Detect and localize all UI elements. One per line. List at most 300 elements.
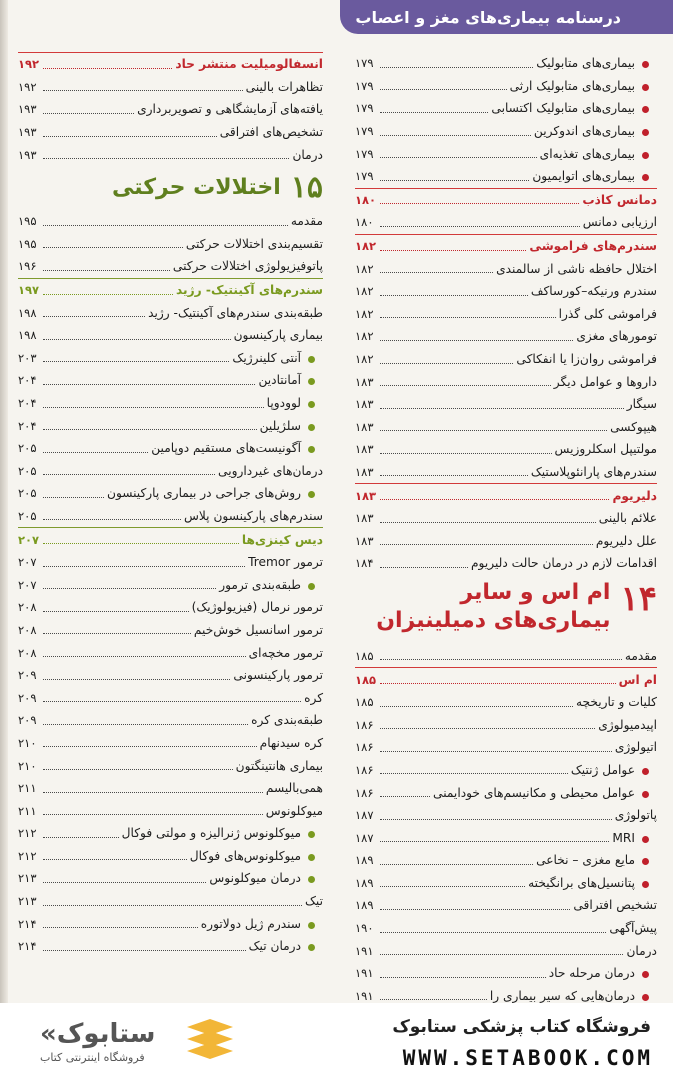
- toc-page-number: ۲۰۴: [18, 418, 37, 433]
- toc-entry: [355, 142, 657, 165]
- toc-entry: [18, 777, 323, 800]
- dot-leader: [43, 497, 104, 498]
- toc-entry-title: ارزیابی دمانس: [582, 215, 657, 230]
- toc-entry-title: اتیولوژی: [614, 740, 657, 755]
- toc-page-number: ۱۸۳: [355, 533, 374, 548]
- toc-page-number: ۱۸۵: [355, 672, 377, 687]
- toc-page-number: ۲۰۴: [18, 373, 37, 388]
- toc-entry: [18, 641, 323, 664]
- dot-leader: [43, 68, 172, 69]
- toc-entry-title: بیماری‌های متابولیک ارثی: [510, 79, 657, 93]
- dot-leader: [380, 954, 623, 955]
- toc-page-number: ۱۹۱: [355, 988, 374, 1003]
- toc-entry: [355, 370, 657, 393]
- toc-entry-title: علل دلیریوم: [595, 533, 657, 548]
- toc-section-heading: [355, 188, 657, 212]
- logo-subtitle: فروشگاه اینترنتی کتاب: [40, 1051, 145, 1064]
- toc-page-number: ۱۷۹: [355, 146, 374, 161]
- toc-entry: [355, 257, 657, 280]
- store-name: فروشگاه کتاب پزشکی ستابوک: [392, 1017, 651, 1037]
- toc-entry-title: سیگار: [626, 397, 657, 412]
- dot-leader: [380, 203, 579, 204]
- toc-entry: [18, 460, 323, 483]
- dot-leader: [380, 112, 488, 113]
- toc-entry-title: طبقه‌بندی کره: [251, 713, 323, 728]
- toc-entry-title: مقدمه: [624, 648, 657, 663]
- toc-entry: [18, 121, 323, 144]
- toc-right-list-b: [355, 645, 657, 1003]
- toc-page-number: ۱۷۹: [355, 56, 374, 71]
- toc-entry: [18, 732, 323, 755]
- dot-leader: [380, 317, 556, 318]
- toc-entry-title: درمان مرحله حاد: [549, 966, 657, 980]
- toc-entry: [355, 645, 657, 668]
- toc-entry: [18, 551, 323, 574]
- toc-entry-title: بیماری‌های متابولیک اکتسابی: [491, 101, 657, 115]
- toc-entry-title: هیپوکسی: [610, 419, 657, 434]
- toc-page-number: ۲۱۴: [18, 916, 37, 931]
- toc-entry: [355, 872, 657, 895]
- toc-entry: [18, 437, 323, 460]
- dot-leader: [380, 499, 609, 500]
- toc-page-number: ۲۰۹: [18, 713, 37, 728]
- toc-entry-title: ترمور نرمال (فیزیولوژیک): [191, 600, 323, 615]
- toc-page-number: ۲۱۲: [18, 848, 37, 863]
- toc-page-number: ۲۱۱: [18, 803, 37, 818]
- toc-entry-title: تومورهای مغزی: [576, 329, 657, 344]
- dot-leader: [380, 659, 622, 660]
- dot-leader: [43, 339, 231, 340]
- toc-right-column: [355, 52, 657, 1003]
- dot-leader: [380, 909, 570, 910]
- toc-page-number: ۱۹۲: [18, 57, 40, 72]
- toc-entry: [355, 939, 657, 962]
- toc-entry-title: اپیدمیولوژی: [598, 717, 657, 732]
- toc-entry-title: دلیریوم: [612, 488, 657, 503]
- dot-leader: [43, 543, 239, 544]
- toc-entry-title: لوودوپا: [267, 396, 323, 410]
- toc-page-number: ۱۹۱: [355, 943, 374, 958]
- toc-page-number: ۲۰۷: [18, 555, 37, 570]
- toc-entry-title: بیماری پارکینسون: [233, 328, 323, 343]
- logo-text: «ستابوک: [40, 1019, 156, 1049]
- toc-page-number: ۲۰۳: [18, 350, 37, 365]
- dot-leader: [43, 361, 229, 362]
- toc-entry-title: کره سیدنهام: [259, 735, 323, 750]
- toc-entry-title: ترمور اسانسیل خوش‌خیم: [193, 622, 323, 637]
- toc-entry-title: همی‌بالیسم: [265, 781, 323, 796]
- dot-leader: [380, 706, 573, 707]
- chapter-15-heading: [18, 166, 323, 210]
- toc-entry-title: سندرم‌های آکینتیک- رژید: [176, 283, 323, 298]
- toc-entry-title: فراموشی کلی گذرا: [558, 306, 657, 321]
- toc-page-number: ۱۸۹: [355, 853, 374, 868]
- book-spine: [0, 0, 8, 1003]
- toc-entry: [18, 505, 323, 528]
- toc-entry-title: دمانس کاذب: [582, 192, 657, 207]
- dot-leader: [43, 225, 288, 226]
- toc-section-heading: [355, 234, 657, 258]
- dot-leader: [380, 567, 468, 568]
- toc-entry: [18, 845, 323, 868]
- toc-entry-title: سندرم ژیل دولاتوره: [201, 917, 323, 931]
- toc-entry: [18, 98, 323, 121]
- toc-entry-title: تقسیم‌بندی اختلالات حرکتی: [185, 236, 323, 251]
- toc-entry-title: سندرم‌های پارکینسون پلاس: [184, 508, 323, 523]
- toc-page-number: ۱۹۵: [18, 214, 37, 229]
- toc-entry: [355, 393, 657, 416]
- toc-entry: [18, 912, 323, 935]
- toc-page-number: ۲۱۳: [18, 871, 37, 886]
- toc-entry-title: پاتوفیزیولوژی اختلالات حرکتی: [172, 259, 323, 274]
- dot-leader: [380, 408, 624, 409]
- toc-page-number: ۱۸۲: [355, 329, 374, 344]
- chapter-number: ۱۵: [290, 170, 323, 206]
- dot-leader: [43, 746, 257, 747]
- toc-entry: [355, 52, 657, 75]
- dot-leader: [43, 566, 245, 567]
- toc-section-heading: [18, 278, 323, 302]
- toc-page-number: ۲۰۹: [18, 690, 37, 705]
- toc-page-number: ۲۰۷: [18, 577, 37, 592]
- toc-entry: [18, 210, 323, 233]
- toc-entry-title: درمان میوکلونوس: [209, 871, 323, 885]
- chapter-title: اختلالات حرکتی: [111, 175, 281, 201]
- toc-entry: [18, 709, 323, 732]
- toc-entry: [355, 461, 657, 484]
- toc-page-number: ۱۹۶: [18, 259, 37, 274]
- toc-page-number: ۱۸۶: [355, 740, 374, 755]
- setabook-logo-icon: [185, 1019, 235, 1065]
- dot-leader: [43, 407, 264, 408]
- dot-leader: [380, 363, 513, 364]
- dot-leader: [43, 882, 206, 883]
- toc-section-heading: [18, 52, 323, 76]
- toc-entry: [355, 985, 657, 1003]
- toc-page-number: ۱۸۳: [355, 374, 374, 389]
- toc-entry: [355, 211, 657, 234]
- toc-entry: [355, 75, 657, 98]
- toc-page-number: ۱۹۵: [18, 236, 37, 251]
- toc-page-number: ۱۹۰: [355, 921, 374, 936]
- dot-leader: [380, 999, 487, 1000]
- toc-page-number: ۱۹۳: [18, 147, 37, 162]
- toc-entry-title: درمان‌های غیردارویی: [218, 463, 323, 478]
- toc-entry-title: فراموشی روان‌زا یا انفکاکی: [516, 352, 657, 367]
- dot-leader: [43, 633, 191, 634]
- dot-leader: [43, 429, 257, 430]
- toc-entry-title: بیماری‌های اندوکرین: [534, 124, 657, 138]
- toc-entry: [355, 962, 657, 985]
- toc-page-number: ۱۸۳: [355, 488, 377, 503]
- toc-page-number: ۱۷۹: [355, 101, 374, 116]
- toc-entry-title: سندرم ورنیکه–کورساکف: [530, 284, 657, 299]
- toc-page-number: ۱۸۴: [355, 556, 374, 571]
- toc-page-number: ۲۰۸: [18, 622, 37, 637]
- toc-page-number: ۱۹۲: [18, 79, 37, 94]
- dot-leader: [380, 886, 525, 887]
- dot-leader: [380, 135, 531, 136]
- toc-entry: [18, 301, 323, 324]
- toc-entry: [355, 917, 657, 940]
- toc-page-number: ۱۹۸: [18, 305, 37, 320]
- dot-leader: [43, 316, 145, 317]
- toc-page-number: ۲۱۳: [18, 894, 37, 909]
- toc-entry: [18, 255, 323, 278]
- dot-leader: [380, 250, 526, 251]
- dot-leader: [43, 113, 134, 114]
- dot-leader: [43, 247, 183, 248]
- store-footer: [0, 1003, 673, 1079]
- dot-leader: [43, 837, 119, 838]
- toc-entry: [355, 165, 657, 188]
- toc-entry: [355, 781, 657, 804]
- dot-leader: [43, 950, 246, 951]
- dot-leader: [43, 792, 263, 793]
- toc-entry-title: تظاهرات بالینی: [245, 79, 323, 94]
- toc-page-number: ۱۷۹: [355, 169, 374, 184]
- toc-entry-title: MRI: [612, 831, 657, 845]
- toc-entry-title: مایع مغزی – نخاعی: [536, 853, 657, 867]
- dot-leader: [380, 475, 528, 476]
- toc-entry-title: تشخیص افتراقی: [573, 898, 657, 913]
- toc-entry: [355, 438, 657, 461]
- toc-page-number: ۲۰۸: [18, 600, 37, 615]
- toc-page-number: ۱۸۳: [355, 511, 374, 526]
- toc-entry-title: کلیات و تاریخچه: [576, 695, 657, 710]
- toc-entry: [18, 754, 323, 777]
- toc-page-number: ۱۷۹: [355, 78, 374, 93]
- dot-leader: [380, 453, 552, 454]
- toc-entry: [18, 76, 323, 99]
- toc-page-number: ۲۰۵: [18, 486, 37, 501]
- toc-entry: [355, 713, 657, 736]
- dot-leader: [43, 270, 170, 271]
- toc-page-number: ۱۸۳: [355, 419, 374, 434]
- toc-page-number: ۲۱۰: [18, 758, 37, 773]
- toc-entry-title: سندرم‌های فراموشی: [529, 239, 657, 254]
- toc-entry: [18, 686, 323, 709]
- toc-right-list-a: [355, 52, 657, 575]
- chapter-title: ام اس و سایر بیماری‌های دمیلینیزان: [376, 579, 611, 633]
- toc-entry: [355, 325, 657, 348]
- dot-leader: [380, 751, 612, 752]
- dot-leader: [43, 927, 198, 928]
- toc-entry-title: طبقه‌بندی ترمور: [219, 578, 323, 592]
- toc-entry: [18, 143, 323, 166]
- toc-entry-title: کره: [304, 690, 323, 705]
- toc-entry-title: میوکلونوس ژنرالیزه و مولتی فوکال: [122, 826, 323, 840]
- toc-entry: [355, 736, 657, 759]
- toc-entry-title: آمانتادین: [258, 373, 323, 387]
- toc-page-number: ۱۸۹: [355, 875, 374, 890]
- toc-entry: [18, 935, 323, 958]
- toc-page-number: ۱۷۹: [355, 124, 374, 139]
- dot-leader: [43, 905, 302, 906]
- toc-entry-title: یافته‌های آزمایشگاهی و تصویربرداری: [137, 102, 323, 117]
- toc-page-number: ۱۸۲: [355, 352, 374, 367]
- toc-entry-title: بیماری هانتینگتون: [235, 758, 323, 773]
- toc-page-number: ۱۸۲: [355, 306, 374, 321]
- toc-entry-title: بیماری‌های تغذیه‌ای: [540, 147, 657, 161]
- toc-entry-title: تیک: [305, 894, 323, 909]
- dot-leader: [43, 519, 181, 520]
- toc-entry: [18, 324, 323, 347]
- toc-page-number: ۲۰۷: [18, 532, 40, 547]
- dot-leader: [43, 384, 255, 385]
- dot-leader: [380, 728, 595, 729]
- dot-leader: [380, 67, 533, 68]
- toc-entry: [355, 416, 657, 439]
- toc-page-number: ۱۸۵: [355, 695, 374, 710]
- page-header-band: [340, 0, 673, 34]
- toc-entry-title: پاتولوژی: [614, 808, 657, 823]
- toc-page-number: ۱۸۹: [355, 898, 374, 913]
- dot-leader: [43, 136, 217, 137]
- toc-entry-title: پتانسیل‌های برانگیخته: [528, 876, 657, 890]
- dot-leader: [43, 90, 243, 91]
- dot-leader: [43, 294, 173, 295]
- toc-entry: [18, 482, 323, 505]
- toc-entry-title: آگونیست‌های مستقیم دوپامین: [151, 441, 323, 455]
- toc-entry-title: سندرم‌های پارانئوپلاستیک: [530, 464, 657, 479]
- toc-page-number: ۱۸۰: [355, 192, 377, 207]
- dot-leader: [43, 814, 263, 815]
- dot-leader: [380, 864, 533, 865]
- toc-entry: [18, 369, 323, 392]
- dot-leader: [380, 89, 507, 90]
- toc-entry-title: داروها و عوامل دیگر: [553, 374, 657, 389]
- dot-leader: [380, 977, 546, 978]
- toc-entry-title: ترمور مخچه‌ای: [248, 645, 323, 660]
- toc-entry-title: اقدامات لازم در درمان حالت دلیریوم: [471, 556, 657, 571]
- toc-entry: [18, 233, 323, 256]
- toc-page-number: ۱۹۳: [18, 125, 37, 140]
- toc-entry: [18, 347, 323, 370]
- dot-leader: [380, 841, 609, 842]
- dot-leader: [43, 474, 215, 475]
- toc-entry-title: مولتیپل اسکلروزیس: [554, 442, 657, 457]
- dot-leader: [380, 272, 493, 273]
- toc-entry-title: تشخیص‌های افتراقی: [219, 125, 323, 140]
- toc-page-number: ۲۰۴: [18, 396, 37, 411]
- dot-leader: [380, 295, 528, 296]
- toc-section-heading: [355, 483, 657, 507]
- toc-entry: [18, 573, 323, 596]
- toc-entry: [355, 507, 657, 530]
- toc-section-heading: [18, 527, 323, 551]
- toc-page-number: ۲۱۱: [18, 781, 37, 796]
- dot-leader: [380, 544, 593, 545]
- toc-entry-title: بیماری‌های متابولیک: [536, 56, 657, 70]
- dot-leader: [43, 588, 216, 589]
- toc-left-column: [18, 52, 323, 958]
- dot-leader: [43, 679, 230, 680]
- toc-page-number: ۱۸۶: [355, 762, 374, 777]
- dot-leader: [380, 796, 430, 797]
- toc-entry-title: بیماری‌های اتوایمیون: [532, 169, 657, 183]
- toc-left-list-a: [18, 52, 323, 166]
- toc-entry-title: میوکلونوس‌های فوکال: [190, 849, 323, 863]
- toc-page-number: ۱۹۸: [18, 328, 37, 343]
- toc-entry: [18, 867, 323, 890]
- toc-entry: [18, 619, 323, 642]
- chapter-14-heading: [355, 575, 657, 645]
- toc-entry-title: مقدمه: [290, 214, 323, 229]
- toc-entry: [355, 552, 657, 575]
- toc-page-number: ۲۰۸: [18, 645, 37, 660]
- toc-entry-title: انسفالومیلیت منتشر حاد: [175, 57, 323, 72]
- toc-page-number: ۱۸۷: [355, 830, 374, 845]
- dot-leader: [43, 724, 248, 725]
- store-url-link[interactable]: WWW.SETABOOK.COM: [402, 1046, 653, 1070]
- toc-entry-title: دیس کینزی‌ها: [241, 532, 323, 547]
- toc-page-number: ۱۸۲: [355, 284, 374, 299]
- toc-entry: [355, 97, 657, 120]
- toc-entry-title: درمان: [626, 943, 657, 958]
- dot-leader: [380, 180, 529, 181]
- toc-page-number: ۱۸۳: [355, 464, 374, 479]
- toc-page-number: ۱۸۶: [355, 785, 374, 800]
- toc-entry-title: اختلال حافظه ناشی از سالمندی: [496, 261, 657, 276]
- toc-entry: [18, 596, 323, 619]
- toc-entry: [18, 414, 323, 437]
- toc-entry-title: ترمور Tremor: [248, 555, 323, 570]
- dot-leader: [380, 430, 607, 431]
- toc-section-heading: [355, 667, 657, 691]
- toc-page-number: ۱۸۳: [355, 397, 374, 412]
- toc-entry: [355, 120, 657, 143]
- toc-entry: [18, 664, 323, 687]
- toc-entry-title: سلژیلین: [260, 419, 323, 433]
- toc-entry: [355, 759, 657, 782]
- dot-leader: [380, 773, 568, 774]
- toc-page-number: ۱۸۲: [355, 261, 374, 276]
- toc-entry: [355, 691, 657, 714]
- dot-leader: [380, 226, 580, 227]
- toc-page-number: ۱۹۳: [18, 102, 37, 117]
- toc-entry-title: روش‌های جراحی در بیماری پارکینسون: [107, 486, 323, 500]
- toc-entry-title: درمان تیک: [249, 939, 323, 953]
- toc-entry: [18, 822, 323, 845]
- toc-page-number: ۱۸۲: [355, 239, 377, 254]
- toc-page-number: ۲۰۵: [18, 441, 37, 456]
- toc-entry: [18, 890, 323, 913]
- chapter-number: ۱۴: [620, 578, 657, 619]
- toc-entry-title: آنتی کلینرژیک: [232, 351, 323, 365]
- toc-entry-title: علائم بالینی: [598, 511, 657, 526]
- toc-entry: [355, 303, 657, 326]
- toc-entry-title: پیش‌آگهی: [609, 921, 657, 936]
- toc-page-number: ۱۸۶: [355, 717, 374, 732]
- dot-leader: [43, 859, 187, 860]
- dot-leader: [380, 683, 616, 684]
- dot-leader: [380, 932, 606, 933]
- dot-leader: [380, 157, 537, 158]
- toc-entry-title: ام اس: [618, 672, 657, 687]
- dot-leader: [380, 819, 612, 820]
- dot-leader: [43, 452, 148, 453]
- dot-leader: [380, 385, 551, 386]
- toc-page-number: ۲۰۹: [18, 668, 37, 683]
- toc-entry-title: طبقه‌بندی سندرم‌های آکینتیک- رژید: [148, 305, 323, 320]
- toc-page-number: ۱۸۳: [355, 442, 374, 457]
- toc-entry: [355, 280, 657, 303]
- toc-entry-title: ترمور پارکینسونی: [233, 668, 323, 683]
- toc-entry-title: میوکلونوس: [265, 803, 323, 818]
- toc-entry-title: عوامل ژنتیک: [571, 763, 657, 777]
- toc-entry: [355, 826, 657, 849]
